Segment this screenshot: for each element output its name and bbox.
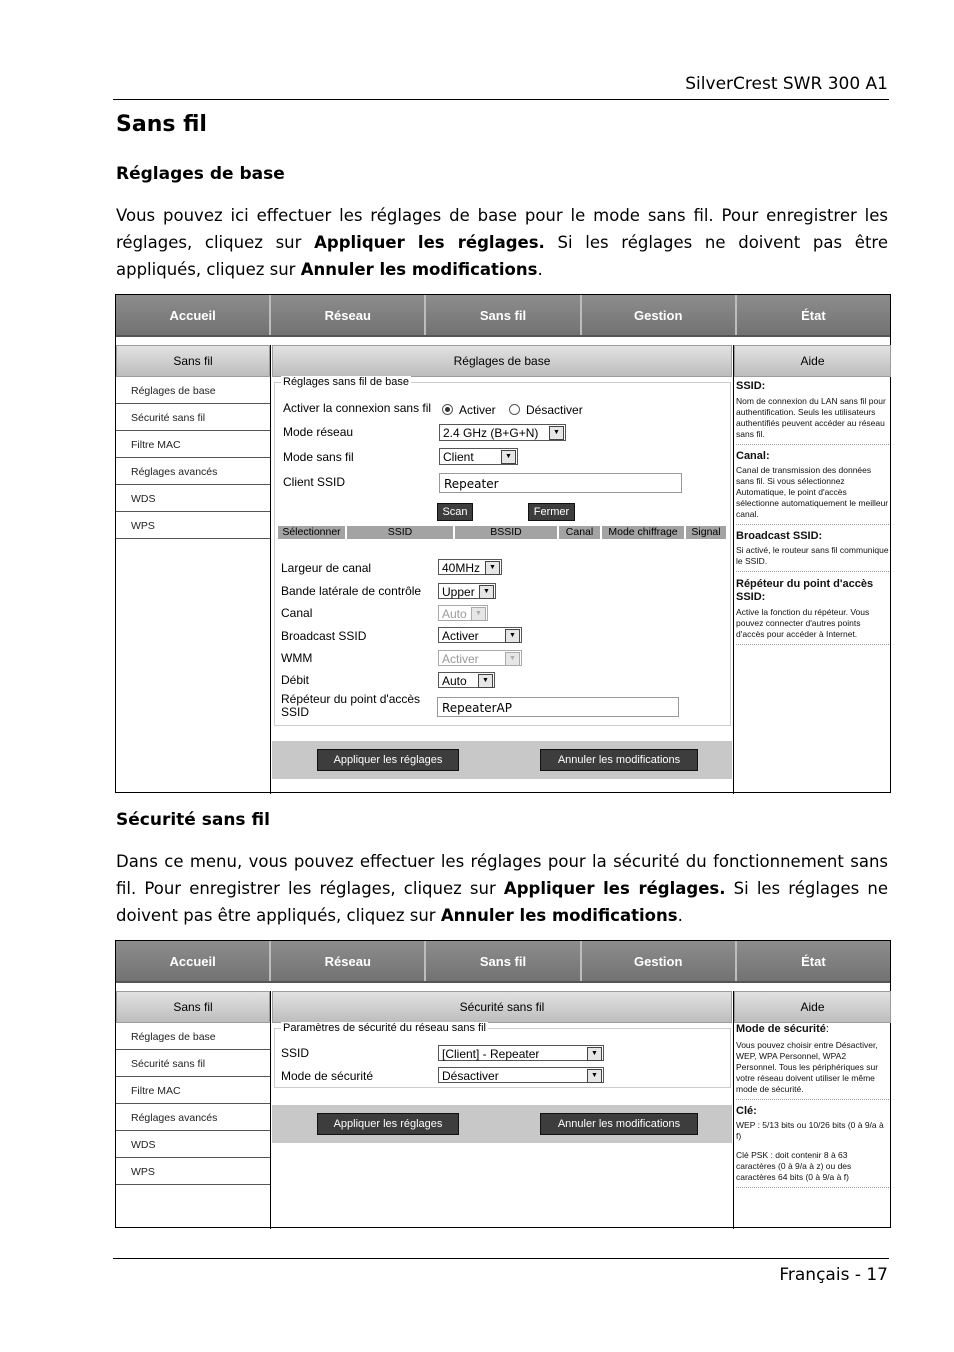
sidebar-item-mac-filter[interactable]: Filtre MAC (116, 1077, 270, 1104)
ssid-select[interactable]: [Client] - Repeater ▼ (438, 1045, 604, 1061)
help-broadcast-text: Si activé, le routeur sans fil communique le SSID. (736, 545, 889, 566)
main-panel (272, 991, 732, 1229)
enable-wireless-label: Activer la connexion sans fil (283, 401, 432, 415)
help-channel-text: Canal de transmission des données sans fil. Si vous sélectionnez Automatique, le point d'accès sélectionne automatiquement le meilleur canal. (736, 465, 889, 519)
basic-settings-paragraph: Vous pouvez ici effectuer les réglages de base pour le mode sans fil. Pour enregistrer les réglages, cliquez sur Appliquer les réglages. Si les réglages ne doivent pas être appliqués, cliquez sur Annuler les modifications. (116, 206, 889, 279)
chevron-down-icon: ▼ (485, 561, 500, 575)
channel-width-label: Largeur de canal (281, 561, 372, 575)
nav-tab-accueil[interactable]: Accueil (116, 295, 271, 335)
help-content (734, 381, 891, 645)
nav-tab-etat[interactable]: État (801, 308, 826, 323)
channel-select[interactable]: Auto ▼ (438, 605, 488, 621)
chevron-down-icon: ▼ (471, 607, 486, 621)
header-product-title: SilverCrest SWR 300 A1 (685, 74, 888, 94)
sidebar-item-wps[interactable]: WPS (116, 1158, 270, 1185)
sidebar-item-wds[interactable]: WDS (116, 1131, 270, 1158)
repeater-ssid-input[interactable]: RepeaterAP (437, 697, 679, 717)
sideband-label: Bande latérale de contrôle (281, 584, 422, 598)
nav-tab-gestion[interactable]: Gestion (582, 941, 737, 981)
security-paragraph: Dans ce menu, vous pouvez effectuer les réglages pour la sécurité du fonctionnement sans fil. Pour enregistrer les réglages, cliquez sur Appliquer les réglages. Si les réglages ne doivent pas être appliqués, cliquez sur Annuler les modifications. (116, 852, 888, 925)
sidebar-item-advanced[interactable]: Réglages avancés (116, 458, 270, 485)
sidebar-item-security[interactable]: Sécurité sans fil (116, 404, 270, 431)
router-ui-basic-settings (115, 294, 891, 793)
chevron-down-icon: ▼ (587, 1069, 602, 1083)
nav-tab-gestion[interactable]: Gestion (582, 295, 737, 335)
main-panel-title: Réglages de base (272, 345, 732, 377)
security-mode-label: Mode de sécurité (281, 1069, 374, 1083)
scan-button[interactable]: Scan (437, 503, 473, 521)
sidebar-item-mac-filter[interactable]: Filtre MAC (116, 431, 270, 458)
header-rule (113, 99, 889, 100)
network-mode-label: Mode réseau (283, 425, 354, 439)
help-repeater (736, 578, 889, 645)
help-broadcast (736, 531, 889, 572)
sidebar-item-wps[interactable]: WPS (116, 512, 270, 539)
radio-disable[interactable]: Désactiver (509, 403, 583, 417)
nav-tab-accueil[interactable]: Accueil (116, 941, 271, 981)
main-panel (272, 345, 732, 794)
col-signal: Signal (686, 526, 726, 539)
help-panel-title: Aide (734, 991, 891, 1023)
scan-results-header (278, 526, 730, 539)
help-panel-title: Aide (734, 345, 891, 377)
footer-rule (113, 1258, 889, 1259)
nav-tab-reseau[interactable]: Réseau (271, 295, 426, 335)
channel-width-select[interactable]: 40MHz ▼ (438, 559, 502, 575)
help-security-mode-text: Vous pouvez choisir entre Désactiver, WEP, WPA Personnel, WPA2 Personnel. Tous les périphériques sur votre réseau doivent utiliser le même mode de sécurité. (736, 1040, 879, 1094)
client-ssid-label: Client SSID (283, 475, 346, 489)
sidebar (116, 345, 271, 794)
help-ssid-text: Nom de connexion du LAN sans fil pour authentification. Seuls les utilisateurs authentifiés peuvent accéder au réseau sans fil. (736, 396, 886, 439)
nav-tab-sans-fil[interactable]: Sans fil (426, 941, 581, 981)
broadcast-ssid-label: Broadcast SSID (281, 629, 367, 643)
router-ui-security (115, 940, 891, 1228)
sideband-select[interactable]: Upper ▼ (438, 583, 496, 599)
fieldset-legend: Réglages sans fil de base (283, 376, 409, 388)
help-security-mode (736, 1024, 889, 1100)
top-navigation (116, 295, 890, 337)
radio-disable-dot[interactable] (509, 404, 520, 415)
close-button[interactable]: Fermer (528, 503, 575, 521)
repeater-ssid-label: Répéteur du point d'accès SSID (281, 692, 421, 719)
apply-button[interactable]: Appliquer les réglages (317, 1113, 459, 1135)
nav-tab-sans-fil[interactable]: Sans fil (426, 295, 581, 335)
wireless-mode-label: Mode sans fil (283, 450, 354, 464)
sidebar-title: Sans fil (116, 991, 270, 1023)
nav-tab-etat[interactable]: État (801, 954, 826, 969)
help-security-mode-colon: : (825, 1023, 829, 1035)
col-ssid: SSID (347, 526, 453, 539)
radio-enable[interactable]: Activer (442, 403, 496, 417)
col-channel: Canal (559, 526, 600, 539)
help-content (734, 1024, 891, 1188)
help-repeater-title: Répéteur du point d'accès SSID: (736, 578, 874, 603)
chevron-down-icon: ▼ (478, 674, 493, 688)
help-channel-title: Canal: (736, 450, 770, 462)
security-mode-select[interactable]: Désactiver ▼ (438, 1067, 604, 1083)
help-key (736, 1106, 889, 1188)
fieldset-legend: Paramètres de sécurité du réseau sans fil (283, 1022, 486, 1034)
ssid-label: SSID (281, 1046, 310, 1060)
help-ssid (736, 381, 889, 445)
sidebar (116, 991, 271, 1229)
wireless-mode-select[interactable]: Client ▼ (439, 448, 518, 465)
chevron-down-icon: ▼ (587, 1047, 602, 1061)
action-bar (272, 1105, 732, 1143)
section-title: Sans fil (116, 112, 207, 137)
client-ssid-input[interactable]: Repeater (439, 473, 682, 493)
basic-settings-heading: Réglages de base (116, 164, 285, 184)
help-security-mode-title: Mode de sécurité (736, 1023, 826, 1035)
network-mode-select[interactable]: 2.4 GHz (B+G+N) ▼ (439, 424, 566, 441)
help-key-text-psk: Clé PSK : doit contenir 8 à 63 caractères (0 à 9/a à z) ou des caractères 64 bits (0 à 9/a à f) (736, 1150, 852, 1182)
chevron-down-icon: ▼ (501, 450, 516, 464)
radio-enable-dot[interactable] (442, 404, 453, 415)
sidebar-item-advanced[interactable]: Réglages avancés (116, 1104, 270, 1131)
help-ssid-title: SSID: (736, 380, 766, 392)
help-panel (733, 345, 891, 794)
sidebar-item-wds[interactable]: WDS (116, 485, 270, 512)
top-navigation (116, 941, 890, 983)
sidebar-item-basic[interactable]: Réglages de base (116, 377, 270, 404)
col-bssid: BSSID (455, 526, 557, 539)
sidebar-item-basic[interactable]: Réglages de base (116, 1023, 270, 1050)
rate-label: Débit (281, 673, 310, 687)
help-broadcast-title: Broadcast SSID: (736, 530, 823, 542)
col-encryption: Mode chiffrage (602, 526, 684, 539)
nav-tab-reseau[interactable]: Réseau (271, 941, 426, 981)
wmm-label: WMM (281, 651, 313, 665)
chevron-down-icon: ▼ (549, 426, 564, 440)
help-repeater-text: Active la fonction du répéteur. Vous pouvez connecter d'autres points d'accès pour accéder à Internet. (736, 607, 870, 639)
help-channel (736, 451, 889, 525)
rate-select[interactable]: Auto ▼ (438, 672, 495, 688)
sidebar-item-security[interactable]: Sécurité sans fil (116, 1050, 270, 1077)
cancel-button[interactable]: Annuler les modifications (540, 749, 698, 771)
chevron-down-icon: ▼ (505, 629, 520, 643)
chevron-down-icon: ▼ (505, 652, 520, 666)
help-key-title: Clé: (736, 1105, 757, 1117)
main-panel-title: Sécurité sans fil (272, 991, 732, 1023)
broadcast-ssid-select[interactable]: Activer ▼ (438, 627, 522, 643)
help-key-text-wep: WEP : 5/13 bits ou 10/26 bits (0 à 9/a à f) (736, 1120, 884, 1141)
sidebar-title: Sans fil (116, 345, 270, 377)
chevron-down-icon: ▼ (479, 585, 494, 599)
wmm-select[interactable]: Activer ▼ (438, 650, 522, 666)
apply-button[interactable]: Appliquer les réglages (317, 749, 459, 771)
cancel-button[interactable]: Annuler les modifications (540, 1113, 698, 1135)
channel-label: Canal (281, 606, 313, 620)
action-bar (272, 741, 732, 779)
security-heading: Sécurité sans fil (116, 810, 270, 830)
help-panel (733, 991, 891, 1229)
page-number: Français - 17 (779, 1265, 888, 1285)
col-select: Sélectionner (278, 526, 345, 539)
